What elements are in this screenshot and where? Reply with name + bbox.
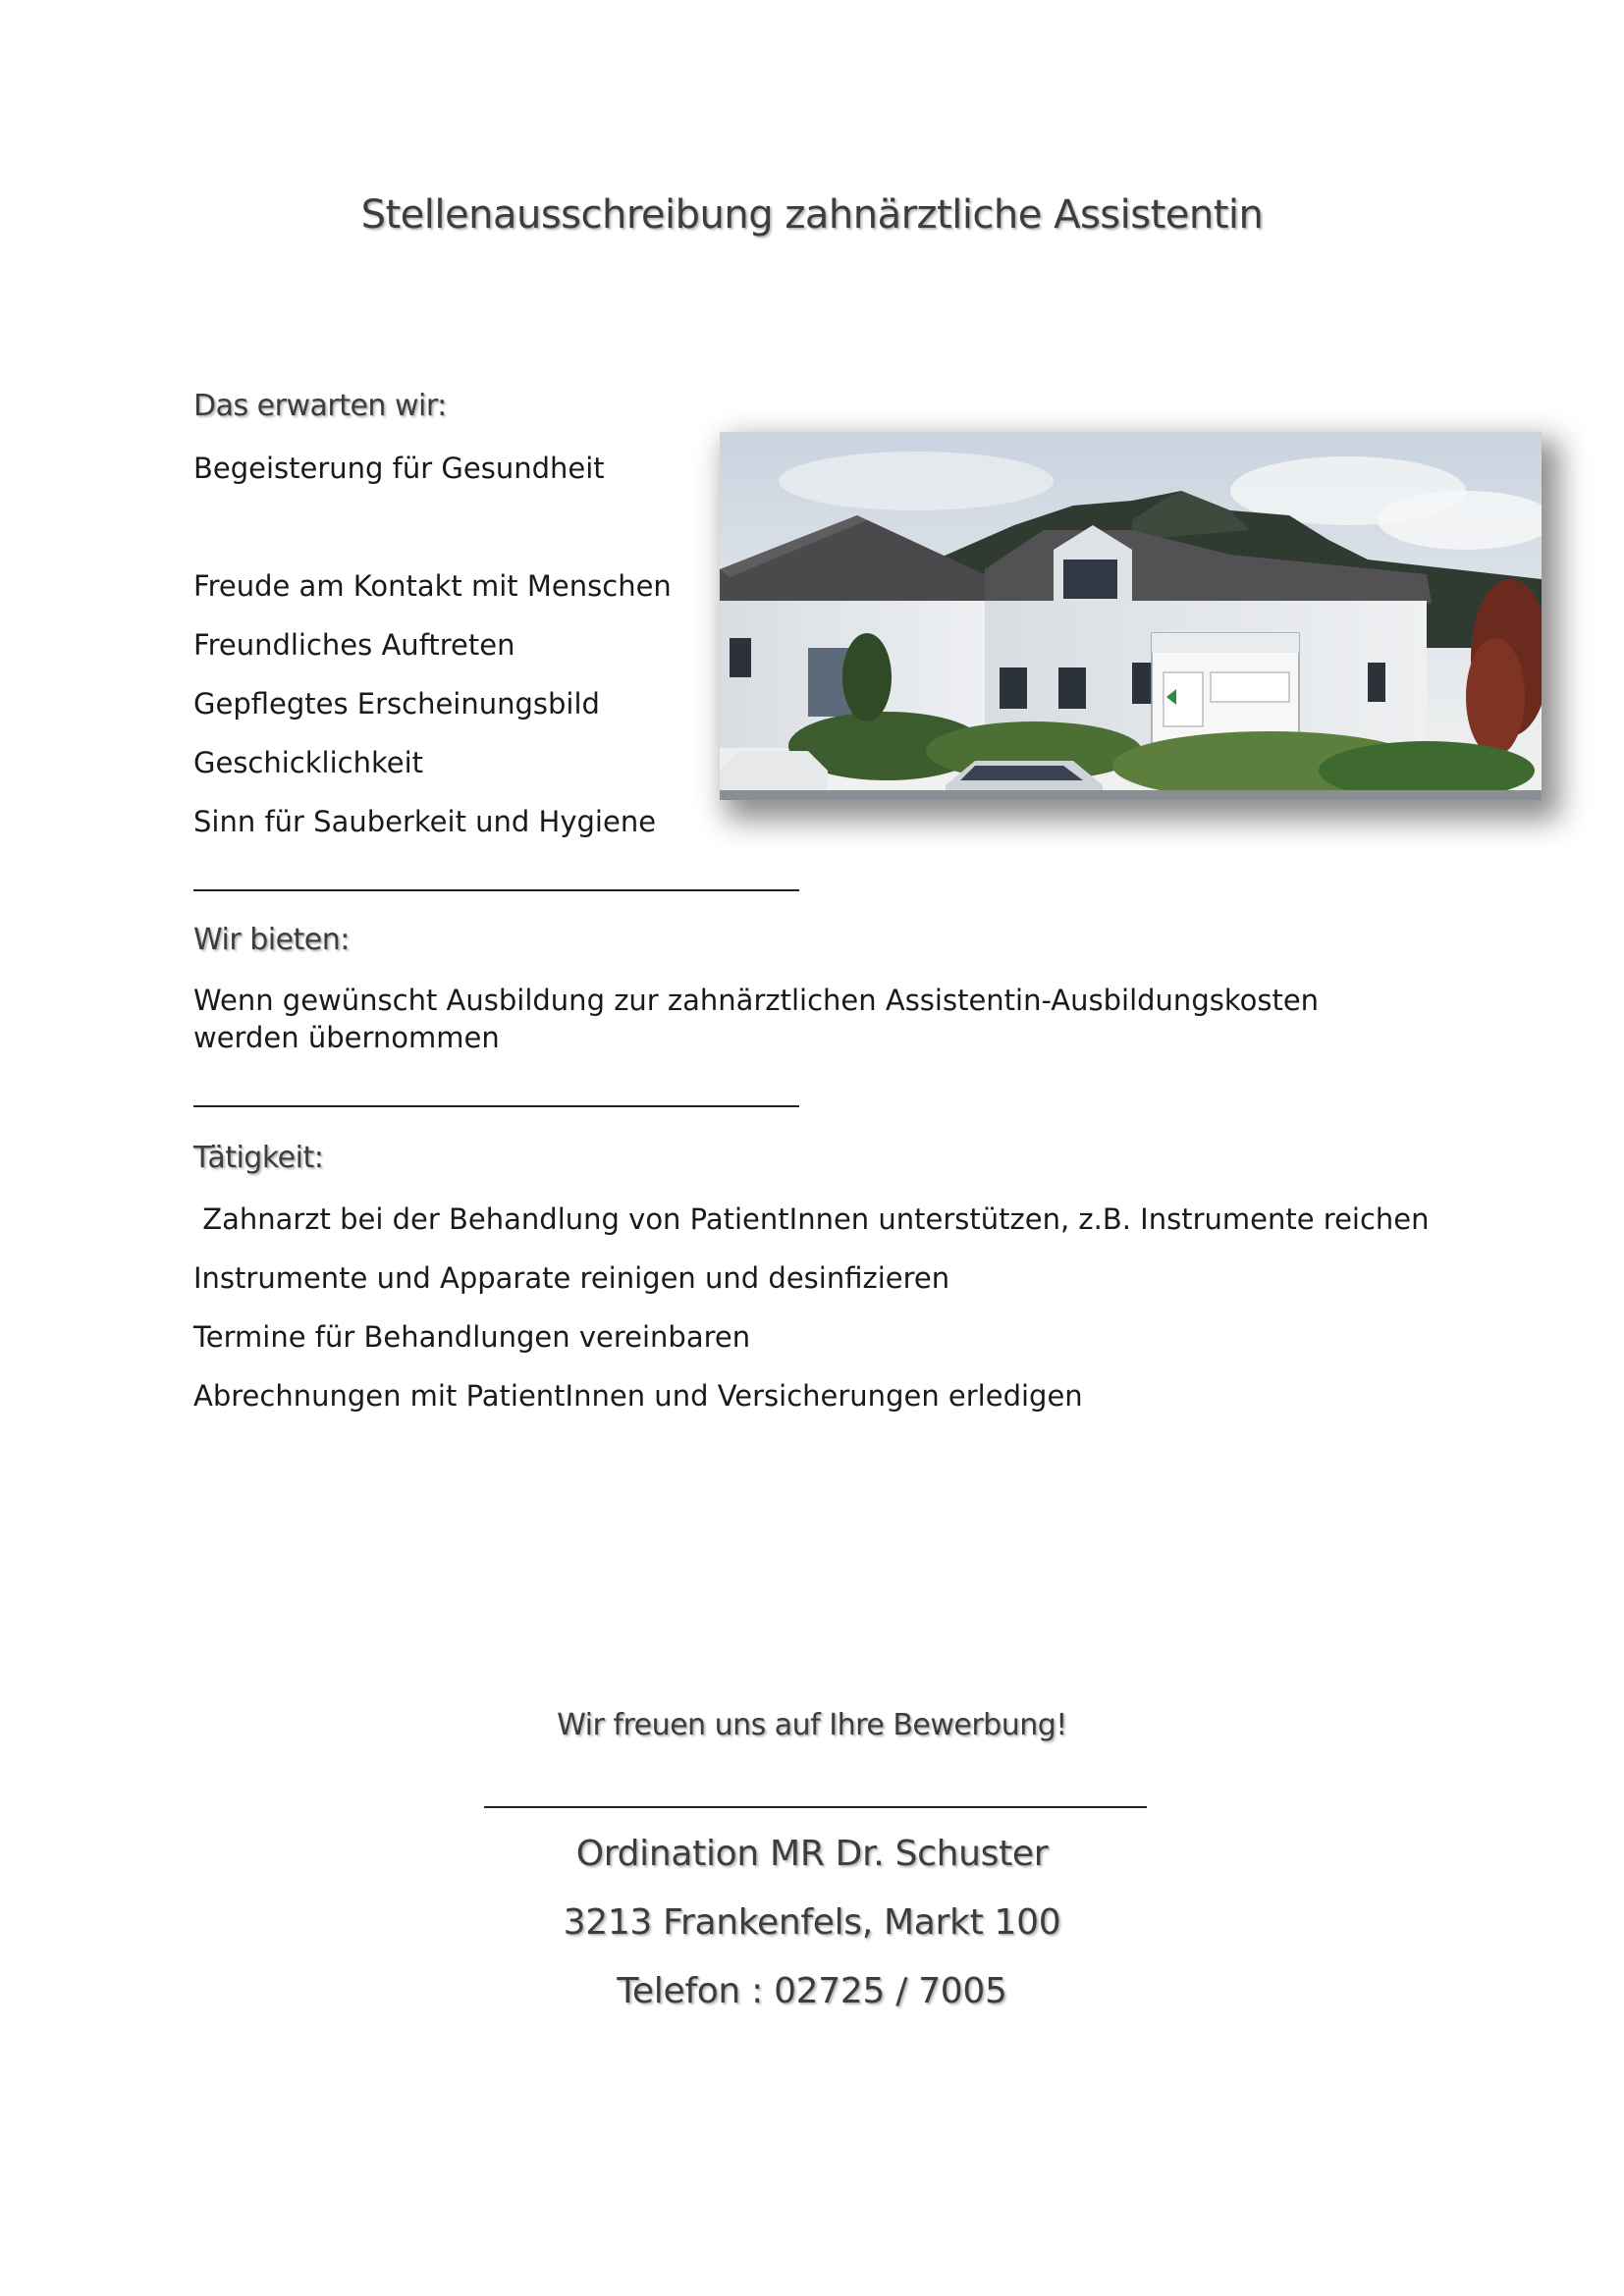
divider	[484, 1806, 1147, 1808]
expect-item: Freundliches Auftreten	[193, 628, 515, 662]
offer-text: Wenn gewünscht Ausbildung zur zahnärztlichen Assistentin-Ausbildungskosten werden übernommen	[193, 984, 1320, 1054]
divider	[193, 889, 799, 891]
activity-item: Instrumente und Apparate reinigen und desinfizieren	[193, 1261, 950, 1295]
page-title: Stellenausschreibung zahnärztliche Assistentin	[360, 192, 1264, 238]
practice-phone: Telefon : 02725 / 7005	[617, 1971, 1007, 2011]
expect-item: Begeisterung für Gesundheit	[193, 452, 605, 485]
expect-heading: Das erwarten wir:	[193, 389, 447, 423]
practice-address: 3213 Frankenfels, Markt 100	[563, 1902, 1061, 1943]
offer-heading: Wir bieten:	[193, 923, 350, 957]
expect-item: Freude am Kontakt mit Menschen	[193, 569, 672, 603]
practice-name: Ordination MR Dr. Schuster	[575, 1834, 1049, 1874]
divider	[193, 1105, 799, 1107]
building-photo	[720, 432, 1542, 800]
activity-item: Abrechnungen mit PatientInnen und Versicherungen erledigen	[193, 1379, 1083, 1413]
application-invite: Wir freuen uns auf Ihre Bewerbung!	[557, 1708, 1067, 1742]
activity-item: Zahnarzt bei der Behandlung von PatientInnen unterstützen, z.B. Instrumente reichen	[193, 1202, 1430, 1236]
expect-item: Sinn für Sauberkeit und Hygiene	[193, 805, 657, 838]
expect-item: Geschicklichkeit	[193, 746, 424, 779]
expect-item: Gepflegtes Erscheinungsbild	[193, 687, 600, 721]
activity-heading: Tätigkeit:	[193, 1141, 324, 1175]
activity-item: Termine für Behandlungen vereinbaren	[193, 1320, 751, 1354]
